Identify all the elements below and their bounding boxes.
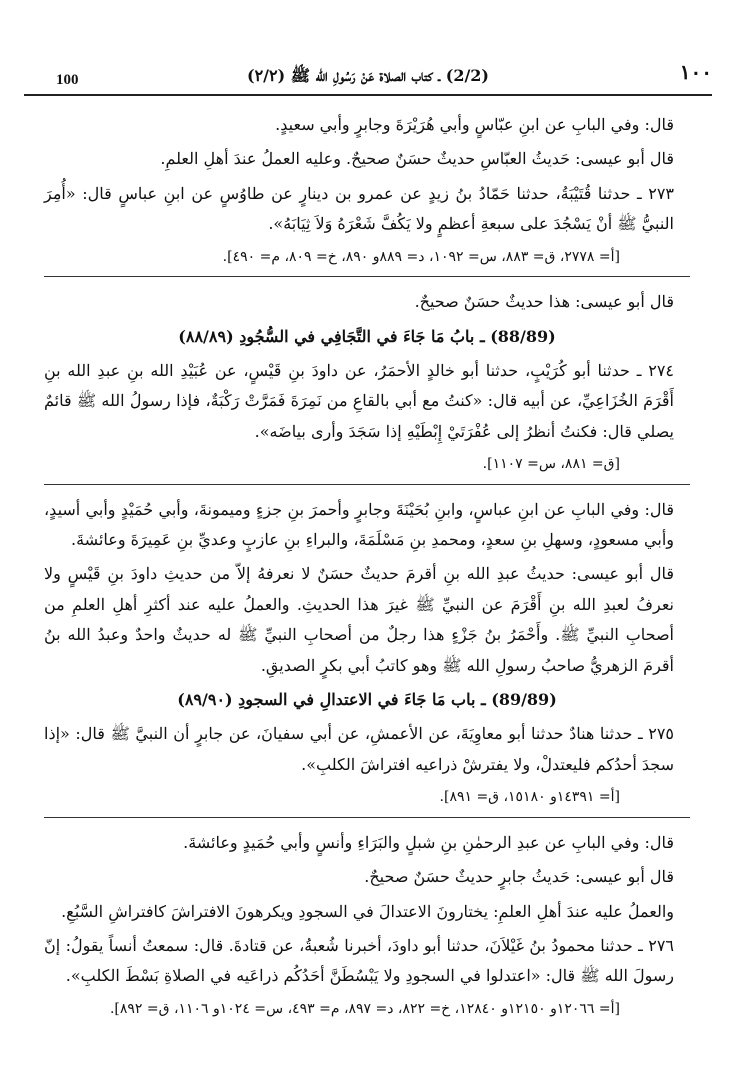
text-paragraph: ٢٧٥ ـ حدثنا هنادٌ حدثنا أبو معاوِيَةَ، عن الأعمشِ، عن أبي سفيانَ، عن جابرٍ أن النبيَّ ﷺ قال: «إذا سجدَ أحدُكم فليعتدلْ، ولا يفترشْ ذراعيه افتراشَ الكلبِ». [44, 724, 674, 774]
text-paragraph: ٢٧٦ ـ حدثنا محمودُ بنُ غَيْلاَنَ، حدثنا أبو داودَ، أخبرنا شُعبةُ، عن قتادةَ. قال: سمعتُ أنساً يقولُ: إنّ رسولَ الله ﷺ قال: «اعتدلوا في السجودِ ولا يَبْسُطَنَّ أحَدُكُم ذراعَيه في الصلاةِ بَسْطَ الكلبِ». [44, 935, 674, 986]
chapter-heading: (89/89) ـ باب مَا جَاءَ في الاعتدالِ في السجودِ (٨٩/٩٠) [177, 690, 557, 710]
page-body [44, 110, 690, 1053]
reference-line: [أ= ٢٧٧٨، ق= ٨٨٣، س= ١٠٩٢، د= ٨٨٩و ٨٩٠، خ= ٨٠٩، م= ٤٩٠]. [222, 248, 620, 265]
section-rule [44, 484, 690, 485]
chapter-heading: (88/89) ـ بابُ مَا جَاءَ في التَّجَافِي في السُّجُودِ (٨٨/٨٩) [178, 326, 556, 346]
section-rule [44, 817, 690, 818]
text-paragraph: ٢٧٣ ـ حدثنا قُتَيْبَةُ، حدثنا حَمّادُ بنُ زيدٍ عن عمرو بن دينارٍ عن طاوُسٍ عن ابنِ عباسٍ قال: «أُمِرَ النبيُّ ﷺ أنْ يَسْجُدَ على سبعةِ أعظمٍ ولا يَكُفَّ شَعْرَهُ وَلاَ ثِيَابَهُ». [44, 183, 674, 234]
text-paragraph: والعملُ عليه عندَ أهلِ العلمِ: يختارونَ الاعتدالَ في السجودِ ويكرهونَ الافتراشَ كافتراشِ السَّبُعِ. [61, 901, 674, 921]
page-header [24, 60, 712, 96]
page-number-arabic: ١٠٠ [679, 60, 712, 84]
text-paragraph: ٢٧٤ ـ حدثنا أبو كُرَيْبٍ، حدثنا أبو خالدٍ الأحمَرُ، عن داودَ بنِ قَيْسٍ، عن عُبَيْدِ الله بنِ عبدِ الله بنِ أَقْرَمَ الخُزَاعِيِّ، عن أبيه قال: «كنتُ مع أبي بالقاعِ من نَمِرَةَ فَمَرَّتْ رَكْبَةٌ، فإذا رسولُ الله ﷺ قائمٌ يصلي قال: فكنتُ أنظرُ إلى عُفْرَتَيْ إِبْطَيْهِ إذا سَجَدَ وأرى بياضَه». [44, 360, 674, 441]
reference-line: [أ= ١٤٣٩١و ١٥١٨٠، ق= ٨٩١]. [439, 789, 620, 806]
reference-line: [أ= ١٢٠٦٦و ١٢١٥٠و ١٢٨٤٠، خ= ٨٢٢، د= ٨٩٧، م= ٤٩٣، س= ١٠٢٤و ١١٠٦، ق= ٨٩٢]. [109, 1000, 620, 1017]
text-paragraph: قال أبو عيسى: حَديثُ جابرٍ حديثٌ حسَنٌ صحيحٌ. [364, 867, 674, 887]
reference-line: [ق= ٨٨١، س= ١١٠٧]. [482, 456, 620, 473]
page-number-latin: 100 [56, 72, 79, 88]
text-paragraph: قال أبو عيسى: حَديثُ العبّاسِ حديثٌ حسَنٌ صحيحٌ. وعليه العملُ عندَ أهلِ العلمِ. [160, 149, 674, 169]
text-paragraph: قال أبو عيسى: حديثُ عبدِ الله بنِ أقرمَ حديثٌ حسَنٌ لا نعرفهُ إلاّ من حديثِ داودَ بنِ قَيْسٍ ولا نعرفُ لعبدِ الله بنِ أَقْرَمَ عن النبيِّ ﷺ غيرَ هذا الحديثِ. والعملُ عليه عند أكثرِ أهلِ العلمِ من أصحابِ النبيِّ ﷺ. وأَحْمَرُ بنُ جَزْءٍ هذا رجلٌ من أصحابِ النبيِّ ﷺ له حديثٌ واحدٌ وعبدُ الله بنُ أقرمَ الزهريُّ صاحبُ رسولِ الله ﷺ وهو كاتبُ أبي بكرٍ الصديقِ. [44, 564, 674, 675]
text-paragraph: قال: وفي البابِ عن عبدِ الرحمٰنِ بنِ شبلٍ والبَرَاءِ وأنسٍ وأبي حُمَيدٍ وعائشةَ. [183, 832, 674, 852]
section-rule [44, 276, 690, 277]
text-paragraph: قال أبو عيسى: هذا حديثٌ حسَنٌ صحيحٌ. [414, 292, 674, 312]
text-paragraph: قال: وفي البابِ عن ابنِ عباسٍ، وابنِ بُحَيْنَةَ وجابرٍ وأحمرَ بنِ جزءٍ وميمونةَ، وأبي حُمَيْدٍ وأبي أسيدٍ، وأبي مسعودٍ، وسهلِ بنِ سعدٍ، ومحمدِ بنِ مَسْلَمَةَ، والبراءِ بنِ عازبٍ وعديِّ بنِ عَمِيرَةَ وعائشةَ. [44, 499, 674, 550]
running-title: (2/2) ـ كتاب الصلاة عَنْ رَسُولِ الله ﷺ (٢/٢) [246, 66, 489, 85]
text-paragraph: قال: وفي البابِ عن ابنِ عبّاسٍ وأبي هُرَيْرَةَ وجابرٍ وأبي سعيدٍ. [275, 115, 674, 134]
